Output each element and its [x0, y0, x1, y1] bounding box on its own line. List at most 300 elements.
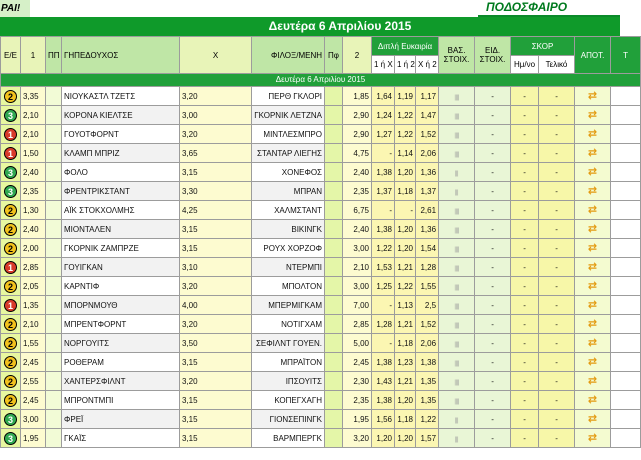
swap-arrows-icon[interactable]: ⇄ [587, 184, 598, 197]
home-team[interactable]: ΓΟΥΙΓΚΑΝ [62, 258, 180, 277]
odds-1[interactable]: 2,45 [21, 353, 46, 372]
ppl-cell [46, 334, 62, 353]
last-col [611, 410, 641, 429]
table-row[interactable] [1, 315, 641, 334]
odds-x2[interactable]: 1,52 [416, 315, 439, 334]
home-team[interactable]: ΦΟΛΟ [62, 163, 180, 182]
odds-12[interactable]: 1,21 [395, 372, 416, 391]
result-icon-cell [575, 334, 611, 353]
away-team[interactable]: ΝΤΕΡΜΠΙ [252, 258, 325, 277]
odds-2[interactable]: 1,85 [343, 87, 372, 106]
odds-x2[interactable]: 1,38 [416, 353, 439, 372]
odds-x[interactable]: 3,50 [180, 334, 252, 353]
last-col [611, 391, 641, 410]
prediction-badge: 3 [4, 432, 17, 445]
prediction-badge: 2 [4, 223, 17, 236]
score-half: - [511, 410, 539, 429]
odds-12[interactable]: 1,20 [395, 429, 416, 448]
score-full: - [539, 125, 575, 144]
away-team[interactable]: ΡΟΥΧ ΧΟΡΖΟΦ [252, 239, 325, 258]
stat-bars-icon[interactable]: ||| [454, 436, 459, 443]
swap-arrows-icon[interactable]: ⇄ [587, 393, 598, 406]
col-away-header[interactable]: ΦΙΛΟΞ/ΜΕΝΗ [252, 37, 325, 74]
swap-arrows-icon[interactable]: ⇄ [587, 108, 598, 121]
table-row[interactable] [1, 391, 641, 410]
away-team[interactable]: ΙΠΣΟΥΙΤΣ [252, 372, 325, 391]
odds-1x[interactable]: 1,25 [372, 277, 395, 296]
eid-stat: - [475, 391, 511, 410]
odds-2[interactable]: 2,90 [343, 106, 372, 125]
odds-1x[interactable]: 1,20 [372, 429, 395, 448]
away-team[interactable]: ΧΑΛΜΣΤΑΝΤ [252, 201, 325, 220]
home-team[interactable]: ΝΙΟΥΚΑΣΤΛ ΤΖΕΤΣ [62, 87, 180, 106]
stat-bars-icon[interactable]: |||| [454, 360, 459, 367]
odds-12[interactable]: 1,20 [395, 239, 416, 258]
table-row[interactable] [1, 220, 641, 239]
odds-1[interactable]: 2,40 [21, 220, 46, 239]
pred-cell [1, 353, 21, 372]
odds-12[interactable]: 1,20 [395, 391, 416, 410]
score-full: - [539, 372, 575, 391]
home-team[interactable]: ΑΪΚ ΣΤΟΚΧΟΛΜΗΣ [62, 201, 180, 220]
table-row[interactable] [1, 125, 641, 144]
score-half: - [511, 391, 539, 410]
odds-1x[interactable]: 1,64 [372, 87, 395, 106]
odds-x2[interactable]: 1,47 [416, 106, 439, 125]
odds-1[interactable]: 1,35 [21, 296, 46, 315]
odds-x[interactable]: 4,25 [180, 201, 252, 220]
table-row[interactable] [1, 106, 641, 125]
away-team[interactable]: ΜΠΟΛΤΟΝ [252, 277, 325, 296]
table-row[interactable] [1, 201, 641, 220]
away-team[interactable]: ΧΟΝΕΦΟΣ [252, 163, 325, 182]
table-row[interactable] [1, 410, 641, 429]
ppl-cell [46, 106, 62, 125]
bas-stat [439, 106, 475, 125]
score-half: - [511, 315, 539, 334]
result-icon-cell [575, 125, 611, 144]
swap-arrows-icon[interactable]: ⇄ [587, 279, 598, 292]
swap-arrows-icon[interactable]: ⇄ [587, 127, 598, 140]
odds-12[interactable]: 1,23 [395, 353, 416, 372]
table-row[interactable] [1, 182, 641, 201]
stat-bars-icon[interactable]: |||| [454, 132, 459, 139]
stat-bars-icon[interactable]: |||| [454, 322, 459, 329]
away-team[interactable]: ΒΙΚΙΝΓΚ [252, 220, 325, 239]
odds-x[interactable]: 3,20 [180, 125, 252, 144]
odds-x[interactable]: 3,10 [180, 258, 252, 277]
swap-arrows-icon[interactable]: ⇄ [587, 355, 598, 368]
odds-1x[interactable]: 1,38 [372, 163, 395, 182]
pf-cell [325, 182, 343, 201]
home-team[interactable]: ΚΛΑΜΠ ΜΠΡΙΖ [62, 144, 180, 163]
home-team[interactable]: ΜΠΡΕΝΤΦΟΡΝΤ [62, 315, 180, 334]
swap-arrows-icon[interactable]: ⇄ [587, 203, 598, 216]
odds-12[interactable]: 1,20 [395, 163, 416, 182]
odds-1x[interactable]: 1,38 [372, 353, 395, 372]
table-row[interactable] [1, 429, 641, 448]
away-team[interactable]: ΣΤΑΝΤΑΡ ΛΙΕΓΗΣ [252, 144, 325, 163]
swap-arrows-icon[interactable]: ⇄ [587, 412, 598, 425]
col-ppl-header[interactable]: ΠΠ [46, 37, 62, 74]
odds-2[interactable]: 2,40 [343, 220, 372, 239]
odds-12[interactable]: 1,19 [395, 87, 416, 106]
pred-cell [1, 372, 21, 391]
eid-stat: - [475, 239, 511, 258]
home-team[interactable]: ΓΚΟΡΝΙΚ ΖΑΜΠΡΖΕ [62, 239, 180, 258]
home-team[interactable]: ΜΠΡΟΝΤΜΠΙ [62, 391, 180, 410]
odds-x2[interactable]: 1,28 [416, 258, 439, 277]
odds-x[interactable]: 3,20 [180, 87, 252, 106]
bas-stat [439, 334, 475, 353]
odds-1[interactable]: 2,00 [21, 239, 46, 258]
away-team[interactable]: ΜΠΡΑΪΤΟΝ [252, 353, 325, 372]
home-team[interactable]: ΚΑΡΝΤΙΦ [62, 277, 180, 296]
odds-x[interactable]: 3,15 [180, 239, 252, 258]
odds-x2[interactable]: 2,06 [416, 144, 439, 163]
odds-2[interactable]: 2,35 [343, 391, 372, 410]
odds-1x[interactable]: 1,56 [372, 410, 395, 429]
result-icon-cell [575, 239, 611, 258]
odds-1x[interactable]: 1,28 [372, 315, 395, 334]
odds-12[interactable]: - [395, 201, 416, 220]
stat-bars-icon[interactable]: |||| [454, 151, 459, 158]
away-team[interactable]: ΠΕΡΘ ΓΚΛΟΡΙ [252, 87, 325, 106]
odds-2[interactable]: 3,00 [343, 277, 372, 296]
odds-x2[interactable]: 1,55 [416, 277, 439, 296]
pred-cell [1, 144, 21, 163]
swap-arrows-icon[interactable]: ⇄ [587, 374, 598, 387]
away-team[interactable]: ΜΠΡΑΝ [252, 182, 325, 201]
swap-arrows-icon[interactable]: ⇄ [587, 165, 598, 178]
home-team[interactable]: ΚΟΡΟΝΑ ΚΙΕΛΤΣΕ [62, 106, 180, 125]
odds-2[interactable]: 2,90 [343, 125, 372, 144]
odds-1x[interactable]: 1,24 [372, 106, 395, 125]
score-half: - [511, 353, 539, 372]
odds-2[interactable]: 7,00 [343, 296, 372, 315]
odds-1[interactable]: 2,05 [21, 277, 46, 296]
col-x-header[interactable]: X [180, 37, 252, 74]
col-home-header[interactable]: ΓΗΠΕΔΟΥΧΟΣ [62, 37, 180, 74]
odds-1x[interactable]: 1,22 [372, 239, 395, 258]
odds-1x[interactable]: - [372, 201, 395, 220]
odds-1[interactable]: 3,35 [21, 87, 46, 106]
brand-logo: ΠΟΔΟΣΦΑΙΡΟ [478, 0, 620, 17]
odds-1[interactable]: 2,10 [21, 315, 46, 334]
ppl-cell [46, 239, 62, 258]
col-pf-header[interactable]: Πφ [325, 37, 343, 74]
stat-bars-icon[interactable]: |||| [454, 341, 459, 348]
odds-1[interactable]: 2,35 [21, 182, 46, 201]
odds-1[interactable]: 3,00 [21, 410, 46, 429]
away-team[interactable]: ΒΑΡΜΠΕΡΓΚ [252, 429, 325, 448]
col-2-header[interactable]: 2 [343, 37, 372, 74]
eid-stat: - [475, 334, 511, 353]
result-icon-cell [575, 182, 611, 201]
odds-1x[interactable]: 1,38 [372, 220, 395, 239]
col-1-header[interactable]: 1 [21, 37, 46, 74]
stat-bars-icon[interactable]: |||| [454, 398, 459, 405]
score-full: - [539, 182, 575, 201]
odds-1[interactable]: 2,40 [21, 163, 46, 182]
result-icon-cell [575, 220, 611, 239]
eid-stat: - [475, 106, 511, 125]
odds-x[interactable]: 3,30 [180, 182, 252, 201]
away-team[interactable]: ΓΙΟΝΣΕΠΙΝΓΚ [252, 410, 325, 429]
last-col [611, 182, 641, 201]
home-team[interactable]: ΦΡΕΝΤΡΙΚΣΤΑΝΤ [62, 182, 180, 201]
odds-x2[interactable]: 1,35 [416, 372, 439, 391]
pred-cell [1, 182, 21, 201]
swap-arrows-icon[interactable]: ⇄ [587, 317, 598, 330]
bas-stat [439, 277, 475, 296]
pred-cell [1, 239, 21, 258]
table-row[interactable] [1, 87, 641, 106]
odds-x2[interactable]: 1,54 [416, 239, 439, 258]
odds-1[interactable]: 1,55 [21, 334, 46, 353]
ppl-cell [46, 144, 62, 163]
bas-stat [439, 163, 475, 182]
bas-stat [439, 429, 475, 448]
odds-x[interactable]: 3,15 [180, 391, 252, 410]
home-team[interactable]: ΝΟΡΓΟΥΙΤΣ [62, 334, 180, 353]
odds-1[interactable]: 2,10 [21, 125, 46, 144]
odds-1x[interactable]: 1,43 [372, 372, 395, 391]
score-half: - [511, 163, 539, 182]
odds-2[interactable]: 5,00 [343, 334, 372, 353]
odds-12[interactable]: 1,22 [395, 277, 416, 296]
odds-2[interactable]: 4,75 [343, 144, 372, 163]
odds-x[interactable]: 3,20 [180, 372, 252, 391]
score-full: - [539, 220, 575, 239]
bas-stat [439, 353, 475, 372]
odds-1x[interactable]: 1,27 [372, 125, 395, 144]
stat-bars-icon[interactable]: |||| [454, 208, 459, 215]
odds-x[interactable]: 3,00 [180, 106, 252, 125]
bas-stat [439, 391, 475, 410]
odds-x[interactable]: 3,15 [180, 163, 252, 182]
odds-1[interactable]: 1,95 [21, 429, 46, 448]
home-team[interactable]: ΜΠΟΡΝΜΟΥΘ [62, 296, 180, 315]
table-row[interactable] [1, 258, 641, 277]
table-row[interactable] [1, 239, 641, 258]
prediction-badge: 1 [4, 261, 17, 274]
stat-bars-icon[interactable]: |||| [454, 113, 459, 120]
away-team[interactable]: ΓΚΟΡΝΙΚ ΛΕΤΖΝΑ [252, 106, 325, 125]
swap-arrows-icon[interactable]: ⇄ [587, 298, 598, 311]
odds-2[interactable]: 3,00 [343, 239, 372, 258]
home-team[interactable]: ΜΙΟΝΤΑΛΕΝ [62, 220, 180, 239]
table-row[interactable] [1, 163, 641, 182]
top-bar [0, 0, 620, 17]
odds-1[interactable]: 1,50 [21, 144, 46, 163]
odds-12[interactable]: 1,14 [395, 144, 416, 163]
pred-cell [1, 163, 21, 182]
table-row[interactable] [1, 277, 641, 296]
ppl-cell [46, 125, 62, 144]
odds-1[interactable]: 2,55 [21, 372, 46, 391]
top-left-tab[interactable]: PAI! [0, 0, 30, 17]
odds-2[interactable]: 2,45 [343, 353, 372, 372]
swap-arrows-icon[interactable]: ⇄ [587, 260, 598, 273]
stat-bars-icon[interactable]: |||| [454, 246, 459, 253]
odds-2[interactable]: 2,85 [343, 315, 372, 334]
odds-x[interactable]: 3,20 [180, 315, 252, 334]
odds-x[interactable]: 3,65 [180, 144, 252, 163]
col-bas-header[interactable]: ΒΑΣ. ΣΤΟΙΧ. [439, 37, 475, 74]
table-row[interactable] [1, 334, 641, 353]
score-half: - [511, 182, 539, 201]
table-row[interactable] [1, 372, 641, 391]
stat-bars-icon[interactable]: |||| [454, 303, 459, 310]
ppl-cell [46, 87, 62, 106]
swap-arrows-icon[interactable]: ⇄ [587, 146, 598, 159]
stat-bars-icon[interactable]: |||| [454, 227, 459, 234]
odds-12[interactable]: 1,22 [395, 106, 416, 125]
odds-12[interactable]: 1,18 [395, 334, 416, 353]
odds-x[interactable]: 4,00 [180, 296, 252, 315]
odds-2[interactable]: 6,75 [343, 201, 372, 220]
home-team[interactable]: ΓΟΥΟΤΦΟΡΝΤ [62, 125, 180, 144]
col-last-header[interactable]: Τ [611, 37, 641, 74]
score-full: - [539, 239, 575, 258]
prediction-badge: 1 [4, 128, 17, 141]
stat-bars-icon[interactable]: ||| [454, 170, 459, 177]
odds-x2[interactable]: 2,06 [416, 334, 439, 353]
stat-bars-icon[interactable]: |||| [454, 94, 459, 101]
odds-x2[interactable]: 1,52 [416, 125, 439, 144]
odds-1x[interactable]: 1,53 [372, 258, 395, 277]
odds-2[interactable]: 2,10 [343, 258, 372, 277]
odds-2[interactable]: 2,40 [343, 163, 372, 182]
ppl-cell [46, 353, 62, 372]
odds-x[interactable]: 3,15 [180, 220, 252, 239]
home-team[interactable]: ΦΡΕΪ [62, 410, 180, 429]
result-icon-cell [575, 296, 611, 315]
table-row[interactable] [1, 144, 641, 163]
pf-cell [325, 106, 343, 125]
swap-arrows-icon[interactable]: ⇄ [587, 336, 598, 349]
col-full-header[interactable]: Τελικό [539, 56, 575, 74]
odds-2[interactable]: 2,30 [343, 372, 372, 391]
stat-bars-icon[interactable]: |||| [454, 284, 459, 291]
result-icon-cell [575, 144, 611, 163]
odds-x2[interactable]: 1,36 [416, 220, 439, 239]
away-team[interactable]: ΝΟΤΙΓΧΑΜ [252, 315, 325, 334]
odds-x2[interactable]: 1,36 [416, 163, 439, 182]
odds-x[interactable]: 3,15 [180, 429, 252, 448]
odds-x2[interactable]: 2,61 [416, 201, 439, 220]
prediction-badge: 3 [4, 413, 17, 426]
odds-x2[interactable]: 1,17 [416, 87, 439, 106]
odds-12[interactable]: 1,20 [395, 220, 416, 239]
odds-2[interactable]: 1,95 [343, 410, 372, 429]
score-half: - [511, 87, 539, 106]
stat-bars-icon[interactable]: ||| [454, 189, 459, 196]
odds-2[interactable]: 2,35 [343, 182, 372, 201]
last-col [611, 163, 641, 182]
away-team[interactable]: ΚΟΠΕΓΧΑΓΗ [252, 391, 325, 410]
odds-12[interactable]: 1,21 [395, 315, 416, 334]
odds-x2[interactable]: 1,22 [416, 410, 439, 429]
odds-12[interactable]: 1,21 [395, 258, 416, 277]
score-full: - [539, 87, 575, 106]
odds-x2[interactable]: 1,37 [416, 182, 439, 201]
stat-bars-icon[interactable]: ||| [454, 417, 459, 424]
bas-stat [439, 144, 475, 163]
score-half: - [511, 277, 539, 296]
pf-cell [325, 125, 343, 144]
last-col [611, 106, 641, 125]
swap-arrows-icon[interactable]: ⇄ [587, 222, 598, 235]
table-row[interactable] [1, 296, 641, 315]
odds-1[interactable]: 2,10 [21, 106, 46, 125]
bas-stat [439, 125, 475, 144]
col-ee-header[interactable]: Ε/Ε [1, 37, 21, 74]
eid-stat: - [475, 353, 511, 372]
away-team[interactable]: ΣΕΦΙΛΝΤ ΓΟΥΕΝ. [252, 334, 325, 353]
col-12-header[interactable]: 1 ή 2 [395, 56, 416, 74]
bas-stat [439, 410, 475, 429]
col-x2-header[interactable]: X ή 2 [416, 56, 439, 74]
odds-x[interactable]: 3,20 [180, 277, 252, 296]
swap-arrows-icon[interactable]: ⇄ [587, 241, 598, 254]
away-team[interactable]: ΜΙΝΤΛΕΣΜΠΡΟ [252, 125, 325, 144]
home-team[interactable]: ΡΟΘΕΡΑΜ [62, 353, 180, 372]
odds-1[interactable]: 1,30 [21, 201, 46, 220]
date-row: Δευτέρα 6 Απριλίου 2015 [1, 74, 641, 87]
stat-bars-icon[interactable]: |||| [454, 379, 459, 386]
last-col [611, 220, 641, 239]
odds-x[interactable]: 3,15 [180, 353, 252, 372]
pred-cell [1, 429, 21, 448]
odds-1x[interactable]: - [372, 144, 395, 163]
result-icon-cell [575, 163, 611, 182]
odds-x2[interactable]: 1,35 [416, 391, 439, 410]
odds-1[interactable]: 2,85 [21, 258, 46, 277]
odds-1x[interactable]: - [372, 334, 395, 353]
swap-arrows-icon[interactable]: ⇄ [587, 89, 598, 102]
table-row[interactable] [1, 353, 641, 372]
odds-1x[interactable]: - [372, 296, 395, 315]
odds-12[interactable]: 1,18 [395, 410, 416, 429]
col-apot-header[interactable]: ΑΠΟΤ. [575, 37, 611, 74]
odds-x2[interactable]: 2,5 [416, 296, 439, 315]
odds-12[interactable]: 1,18 [395, 182, 416, 201]
odds-x[interactable]: 3,15 [180, 410, 252, 429]
swap-arrows-icon[interactable]: ⇄ [587, 431, 598, 444]
odds-1x[interactable]: 1,38 [372, 391, 395, 410]
prediction-badge: 2 [4, 394, 17, 407]
odds-x2[interactable]: 1,57 [416, 429, 439, 448]
away-team[interactable]: ΜΠΕΡΜΙΓΚΑΜ [252, 296, 325, 315]
prediction-badge: 2 [4, 90, 17, 103]
col-eid-header[interactable]: ΕΙΔ. ΣΤΟΙΧ. [475, 37, 511, 74]
ppl-cell [46, 163, 62, 182]
odds-1[interactable]: 2,45 [21, 391, 46, 410]
odds-1x[interactable]: 1,37 [372, 182, 395, 201]
odds-12[interactable]: 1,13 [395, 296, 416, 315]
stat-bars-icon[interactable]: |||| [454, 265, 459, 272]
last-col [611, 144, 641, 163]
col-1x-header[interactable]: 1 ή X [372, 56, 395, 74]
odds-12[interactable]: 1,22 [395, 125, 416, 144]
col-half-header[interactable]: Ημ/νο [511, 56, 539, 74]
home-team[interactable]: ΓΚΑΪΣ [62, 429, 180, 448]
eid-stat: - [475, 201, 511, 220]
home-team[interactable]: ΧΑΝΤΕΡΣΦΙΛΝΤ [62, 372, 180, 391]
odds-2[interactable]: 3,20 [343, 429, 372, 448]
